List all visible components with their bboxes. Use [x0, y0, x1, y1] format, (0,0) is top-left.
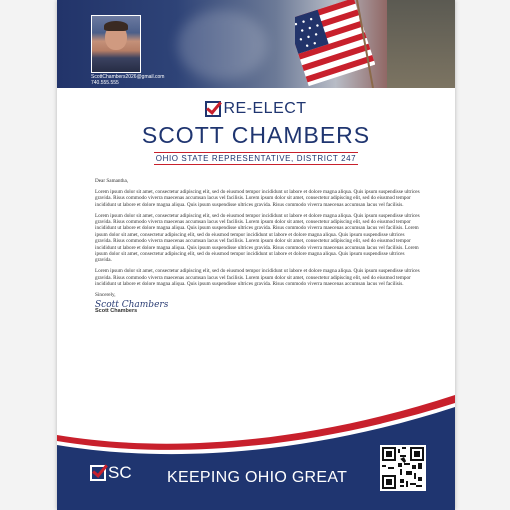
contact-info [91, 74, 164, 86]
contact-phone: 740.555.555 [91, 80, 119, 86]
crowd-blur [177, 10, 267, 80]
letter-body [95, 178, 421, 314]
qr-code-icon[interactable] [380, 445, 426, 491]
reelect-label: RE-ELECT [223, 100, 307, 117]
letter-paragraph-2: Lorem ipsum dolor sit amet, consectetur adipiscing elit, sed do eiusmod tempor incididunt ut labore et dolore magna aliqua. Quis ipsum suspendisse ultrices gravida. Risus commodo viverra maecenas accumsan lacus vel facilisis. Lorem ipsum dolor sit amet, consectetur adipiscing elit, sed do eiusmod tempor incididunt ut labore et dolore magna aliqua. Quis ipsum suspendisse ultrices gravida. Risus commodo viverra maecenas accumsan lacus vel facilisis. Lorem ipsum dolor sit amet, consectetur adipiscing elit, sed do eiusmod tempor incididunt ut labore et dolore magna aliqua. Quis ipsum suspendisse ultrices gravida. Risus commodo viverra maecenas accumsan lacus vel facilisis. Lorem ipsum dolor sit amet, consectetur adipiscing elit, sed do eiusmod tempor incididunt ut labore et dolore magna aliqua. Quis ipsum suspendisse ultrices gravida. Risus commodo viverra maecenas accumsan lacus vel facilisis. Lorem ipsum dolor sit amet, consectetur adipiscing elit, sed do eiusmod tempor incididunt ut labore et dolore magna aliqua. Quis ipsum suspendisse ultrices gravida. [95, 212, 420, 264]
office-subtitle: OHIO STATE REPRESENTATIVE, DISTRICT 247 [155, 154, 357, 163]
candidate-hair [104, 21, 128, 31]
candidate-name: SCOTT CHAMBERS [141, 122, 371, 148]
candidate-photo [91, 15, 141, 73]
flyer-page [57, 0, 455, 510]
crowd-blur-right [387, 0, 455, 88]
sc-logo [90, 463, 132, 483]
reelect-heading [205, 100, 306, 118]
header-banner [57, 0, 455, 88]
handwritten-signature: Scott Chambers [95, 299, 169, 310]
checkbox-check-icon [205, 101, 221, 117]
campaign-tagline: KEEPING OHIO GREAT [167, 469, 348, 486]
letter-greeting: Dear Samantha, [95, 178, 129, 184]
title-block [57, 100, 455, 166]
american-flag-image [295, 0, 375, 88]
sc-logo-text: SC [108, 463, 132, 482]
letter-paragraph-3: Lorem ipsum dolor sit amet, consectetur adipiscing elit, sed do eiusmod tempor incididunt ut labore et dolore magna aliqua. Quis ipsum suspendisse ultrices gravida. Risus commodo viverra maecenas accumsan lacus vel facilisis. Lorem ipsum dolor sit amet, consectetur adipiscing elit, sed do eiusmod tempor incididunt ut labore et dolore magna aliqua. Quis ipsum suspendisse ultrices gravida. Risus commodo viverra maecenas accumsan lacus vel facilisis. [95, 268, 420, 288]
signer-name: Scott Chambers [95, 307, 138, 314]
letter-paragraph-1: Lorem ipsum dolor sit amet, consectetur adipiscing elit, sed do eiusmod tempor incididunt ut labore et dolore magna aliqua. Quis ipsum suspendisse ultrices gravida. Risus commodo viverra maecenas accumsan lacus vel facilisis. Lorem ipsum dolor sit amet, consectetur adipiscing elit, sed do eiusmod tempor incididunt ut labore et dolore magna aliqua. Quis ipsum suspendisse ultrices gravida. Risus commodo viverra maecenas accumsan lacus vel facilisis. [95, 188, 420, 208]
letter-closing: Sincerely, [95, 292, 116, 299]
contact-email: ScottChambers2026@gmail.com [91, 74, 165, 80]
checkbox-check-icon [90, 465, 106, 481]
